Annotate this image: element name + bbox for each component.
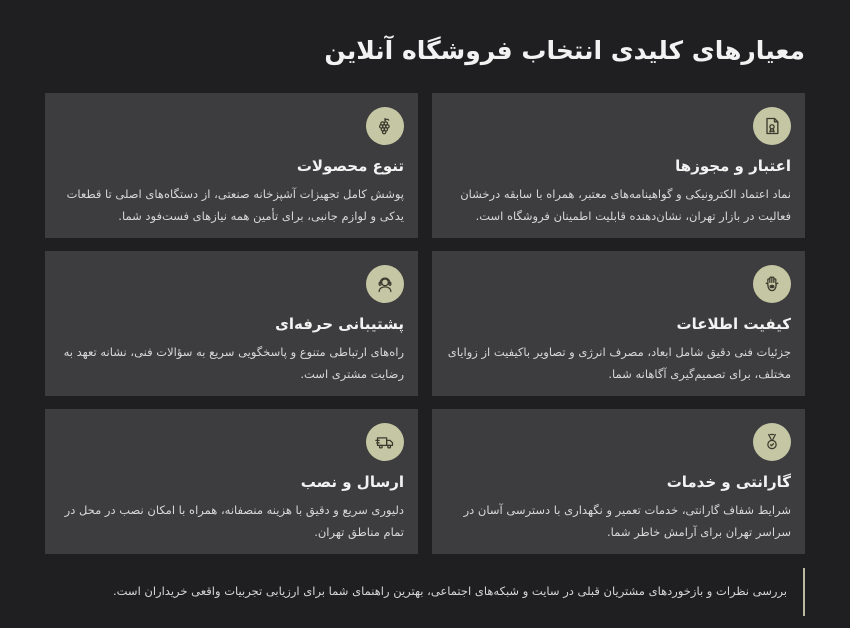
card-product-variety	[45, 93, 418, 238]
card-credibility	[432, 93, 805, 238]
certificate-icon	[753, 107, 791, 145]
grapes-icon	[366, 107, 404, 145]
card-title: کیفیت اطلاعات	[676, 315, 791, 333]
page-title: معیارهای کلیدی انتخاب فروشگاه آنلاین	[324, 36, 805, 65]
footer-note	[45, 568, 805, 616]
card-title: گارانتی و خدمات	[666, 473, 791, 491]
card-description: راه‌های ارتباطی متنوع و پاسخگویی سریع به سؤالات فنی، نشانه تعهد به رضایت مشتری است.	[63, 345, 404, 381]
card-warranty	[432, 409, 805, 554]
footer-note-text: بررسی نظرات و بازخوردهای مشتریان قبلی در سایت و شبکه‌های اجتماعی، بهترین راهنمای شما برای ارزیابی تجربیات واقعی خریداران است.	[112, 584, 787, 598]
card-info-quality	[432, 251, 805, 396]
card-title: اعتبار و مجوزها	[675, 157, 791, 175]
support-agent-icon	[366, 265, 404, 303]
delivery-truck-icon	[366, 423, 404, 461]
medal-icon	[753, 423, 791, 461]
card-title: تنوع محصولات	[296, 157, 404, 175]
hamsa-hand-icon	[753, 265, 791, 303]
card-delivery	[45, 409, 418, 554]
card-title: پشتیبانی حرفه‌ای	[275, 315, 404, 333]
card-description: شرایط شفاف گارانتی، خدمات تعمیر و نگهداری با دسترسی آسان در سراسر تهران برای آرامش خاطر شما.	[463, 503, 791, 539]
card-description: پوشش کامل تجهیزات آشپزخانه صنعتی، از دستگاه‌های اصلی تا قطعات یدکی و لوازم جانبی، برای تأمین همه نیازهای فست‌فود شما.	[66, 187, 404, 223]
card-description: نماد اعتماد الکترونیکی و گواهینامه‌های معتبر، همراه با سابقه درخشان فعالیت در بازار تهران، نشان‌دهنده قابلیت اطمینان فروشگاه است.	[460, 187, 791, 223]
card-description: جزئیات فنی دقیق شامل ابعاد، مصرف انرژی و تصاویر باکیفیت از زوایای مختلف، برای تصمیم‌گیری آگاهانه شما.	[447, 345, 791, 381]
card-title: ارسال و نصب	[300, 473, 404, 491]
card-description: دلیوری سریع و دقیق با هزینه منصفانه، همراه با امکان نصب در محل در تمام مناطق تهران.	[64, 503, 404, 539]
card-support	[45, 251, 418, 396]
criteria-grid	[45, 93, 805, 554]
